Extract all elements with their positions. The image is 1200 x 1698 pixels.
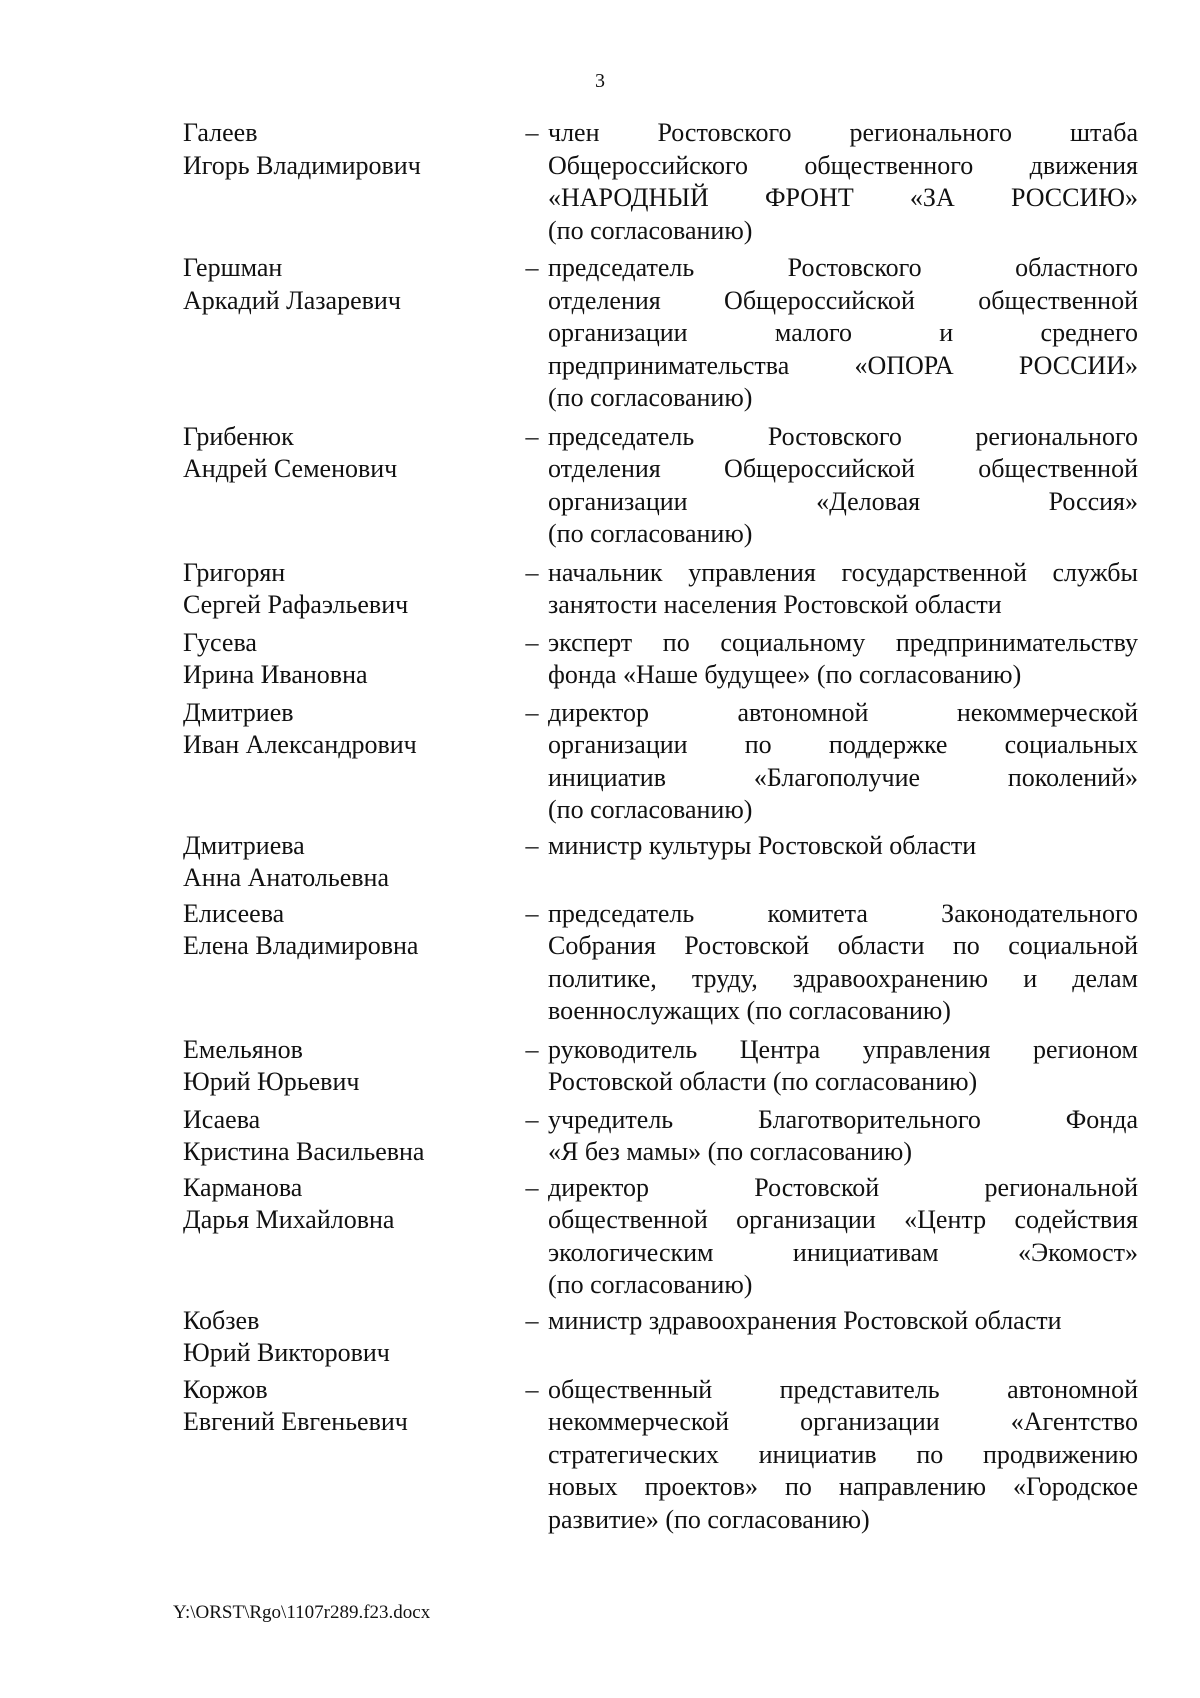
list-item xyxy=(183,421,1138,551)
dash-separator: – xyxy=(525,557,539,587)
dash-separator: – xyxy=(525,1104,539,1134)
dash-separator: – xyxy=(525,898,539,928)
description-line: председатель комитета Законодательного xyxy=(548,898,1138,928)
position-description xyxy=(548,1374,1138,1537)
description-line: общественной организации «Центр содействия xyxy=(548,1205,1138,1234)
description-line: (по согласованию) xyxy=(548,795,753,824)
description-line: учредитель Благотворительного Фонда xyxy=(548,1104,1138,1134)
surname: Гершман xyxy=(183,253,283,282)
position-description xyxy=(548,1172,1138,1302)
description-line: политике, труду, здравоохранению и делам xyxy=(548,963,1138,993)
surname: Дмитриев xyxy=(183,697,294,727)
description-line: организации по поддержке социальных xyxy=(548,730,1138,759)
dash-separator: – xyxy=(525,1305,539,1335)
surname: Дмитриева xyxy=(183,830,305,860)
description-line: председатель Ростовского областного xyxy=(548,253,1138,282)
list-item xyxy=(183,117,1138,247)
given-names: Дарья Михайловна xyxy=(183,1205,395,1234)
description-line: военнослужащих (по согласованию) xyxy=(548,996,951,1025)
description-line: (по согласованию) xyxy=(548,215,753,245)
description-line: некоммерческой организации «Агентство xyxy=(548,1407,1138,1436)
dash-separator: – xyxy=(525,421,539,451)
dash-separator: – xyxy=(525,1374,539,1404)
position-description xyxy=(548,898,1138,1028)
description-line: руководитель Центра управления регионом xyxy=(548,1034,1138,1064)
person-name xyxy=(183,697,516,827)
list-item xyxy=(183,557,1138,622)
position-description xyxy=(548,421,1138,551)
description-line: предпринимательства «ОПОРА РОССИИ» xyxy=(548,350,1138,380)
member-list xyxy=(183,117,1138,1542)
given-names: Юрий Викторович xyxy=(183,1338,390,1367)
dash-separator: – xyxy=(525,1172,539,1202)
surname: Галеев xyxy=(183,118,258,147)
description-line: директор Ростовской региональной xyxy=(548,1172,1138,1202)
surname: Емельянов xyxy=(183,1034,303,1064)
description-line: министр культуры Ростовской области xyxy=(548,830,977,860)
person-name xyxy=(183,1172,516,1302)
description-line: инициатив «Благополучие поколений» xyxy=(548,762,1138,792)
given-names: Ирина Ивановна xyxy=(183,660,368,689)
surname: Карманова xyxy=(183,1172,303,1202)
description-line: «НАРОДНЫЙ ФРОНТ «ЗА РОССИЮ» xyxy=(548,183,1138,212)
position-description xyxy=(548,1104,1138,1169)
description-line: Ростовской области (по согласованию) xyxy=(548,1067,978,1096)
description-line: (по согласованию) xyxy=(548,1270,753,1299)
dash-separator: – xyxy=(525,627,539,657)
list-item xyxy=(183,1104,1138,1169)
surname: Грибенюк xyxy=(183,421,294,451)
given-names: Евгений Евгеньевич xyxy=(183,1407,408,1436)
position-description xyxy=(548,117,1138,247)
dash-separator: – xyxy=(525,697,539,727)
given-names: Аркадий Лазаревич xyxy=(183,285,401,315)
person-name xyxy=(183,421,516,551)
description-line: Собрания Ростовской области по социальной xyxy=(548,931,1138,960)
given-names: Игорь Владимирович xyxy=(183,150,421,180)
description-line: Общероссийского общественного движения xyxy=(548,150,1138,180)
list-item xyxy=(183,1374,1138,1537)
description-line: начальник управления государственной службы xyxy=(548,557,1138,587)
surname: Коржов xyxy=(183,1374,268,1404)
list-item xyxy=(183,898,1138,1028)
description-line: «Я без мамы» (по согласованию) xyxy=(548,1137,912,1166)
position-description xyxy=(548,557,1138,622)
list-item xyxy=(183,1034,1138,1099)
description-line: директор автономной некоммерческой xyxy=(548,697,1138,727)
description-line: развитие» (по согласованию) xyxy=(548,1504,870,1534)
dash-separator: – xyxy=(525,118,539,147)
dash-separator: – xyxy=(525,1034,539,1064)
description-line: экологическим инициативам «Экомост» xyxy=(548,1237,1138,1267)
person-name xyxy=(183,117,516,247)
description-line: эксперт по социальному предпринимательству xyxy=(548,627,1138,657)
description-line: отделения Общероссийской общественной xyxy=(548,454,1138,483)
surname: Гусева xyxy=(183,627,257,657)
person-name xyxy=(183,1104,516,1169)
person-name xyxy=(183,557,516,622)
description-line: занятости населения Ростовской области xyxy=(548,590,1002,619)
description-line: общественный представитель автономной xyxy=(548,1374,1138,1404)
given-names: Андрей Семенович xyxy=(183,454,398,483)
description-line: (по согласованию) xyxy=(548,519,753,548)
description-line: фонда «Наше будущее» (по согласованию) xyxy=(548,660,1022,689)
list-item xyxy=(183,1305,1138,1370)
list-item xyxy=(183,627,1138,692)
given-names: Елена Владимировна xyxy=(183,931,419,960)
list-item xyxy=(183,697,1138,827)
description-line: новых проектов» по направлению «Городское xyxy=(548,1472,1138,1501)
person-name xyxy=(183,252,516,415)
person-name xyxy=(183,898,516,1028)
page-number: 3 xyxy=(595,70,605,92)
description-line: стратегических инициатив по продвижению xyxy=(548,1439,1138,1469)
given-names: Сергей Рафаэльевич xyxy=(183,590,409,619)
surname: Елисеева xyxy=(183,898,285,928)
description-line: отделения Общероссийской общественной xyxy=(548,285,1138,315)
given-names: Кристина Васильевна xyxy=(183,1137,425,1166)
person-name xyxy=(183,1305,516,1370)
list-item xyxy=(183,830,1138,895)
person-name xyxy=(183,627,516,692)
file-path-footer: Y:\ORST\Rgo\1107r289.f23.docx xyxy=(173,1602,431,1623)
position-description xyxy=(548,697,1138,827)
given-names: Юрий Юрьевич xyxy=(183,1067,360,1096)
surname: Кобзев xyxy=(183,1305,260,1335)
description-line: организации малого и среднего xyxy=(548,318,1138,347)
description-line: организации «Деловая Россия» xyxy=(548,486,1138,516)
dash-separator: – xyxy=(525,830,539,860)
person-name xyxy=(183,1374,516,1537)
person-name xyxy=(183,1034,516,1099)
surname: Григорян xyxy=(183,557,286,587)
position-description xyxy=(548,1305,1138,1370)
list-item xyxy=(183,1172,1138,1302)
position-description xyxy=(548,252,1138,415)
description-line: (по согласованию) xyxy=(548,383,753,412)
given-names: Иван Александрович xyxy=(183,730,417,759)
person-name xyxy=(183,830,516,895)
description-line: председатель Ростовского регионального xyxy=(548,421,1138,451)
dash-separator: – xyxy=(525,253,539,282)
given-names: Анна Анатольевна xyxy=(183,863,389,892)
position-description xyxy=(548,1034,1138,1099)
surname: Исаева xyxy=(183,1104,261,1134)
position-description xyxy=(548,830,1138,895)
position-description xyxy=(548,627,1138,692)
list-item xyxy=(183,252,1138,415)
description-line: министр здравоохранения Ростовской области xyxy=(548,1305,1062,1335)
description-line: член Ростовского регионального штаба xyxy=(548,118,1138,147)
